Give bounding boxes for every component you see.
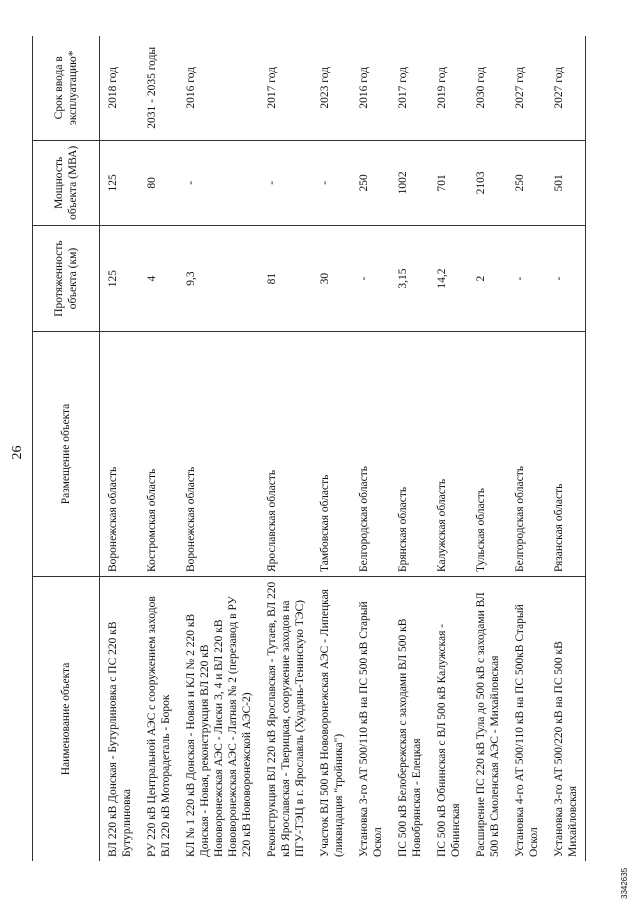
table-row [178,36,259,861]
cell-length: 4 [139,226,178,332]
cell-power: 125 [100,140,140,226]
cell-region: Тамбовская область [312,332,351,577]
cell-length: - [546,226,586,332]
cell-name: ВЛ 220 кВ Донская - Бутурлиновка с ПС 220 кВ Бутурлиновка [107,621,133,857]
cell-length: - [507,226,546,332]
cell-length: 125 [100,226,140,332]
cell-power: - [178,140,259,226]
cell-region: Калужская область [429,332,468,577]
cell-region: Белгородская область [507,332,546,577]
cell-length: 14,2 [429,226,468,332]
cell-length: 81 [259,226,312,332]
header-power: Мощность объекта (МВА) [33,140,100,226]
cell-power: - [312,140,351,226]
cell-name: Установка 3-го АТ 500/220 кВ на ПС 500 кВ Михайловская [546,577,586,862]
cell-year: 2027 год [546,36,586,140]
cell-power: 80 [139,140,178,226]
cell-power: 1002 [390,140,429,226]
table-row [468,36,507,861]
cell-length: 30 [312,226,351,332]
cell-year: 2016 год [351,36,390,140]
cell-length: - [351,226,390,332]
table-header-row [33,36,100,861]
cell-year: 2017 год [390,36,429,140]
cell-region: Рязанская область [546,332,586,577]
cell-region: Белгородская область [351,332,390,577]
cell-name: Участок ВЛ 500 кВ Нововоронежская АЭС - Липецкая (ликвидация "тройника") [319,589,345,857]
cell-length: 3,15 [390,226,429,332]
table-row [139,36,178,861]
cell-year: 2019 год [429,36,468,140]
table-row [507,36,546,861]
cell-region: Костромская область [139,332,178,577]
cell-region: Ярославская область [259,332,312,577]
cell-year: 2030 год [468,36,507,140]
cell-name: ПС 500 кВ Обнинская с ВЛ 500 кВ Калужская - Обнинская [436,623,462,857]
cell-year: 2016 год [178,36,259,140]
cell-power: 501 [546,140,586,226]
cell-region: Воронежская область [100,332,140,577]
header-region: Размещение объекта [33,332,100,577]
cell-length: 2 [468,226,507,332]
cell-name: Расширение ПС 220 кВ Тула до 500 кВ с заходами ВЛ 500 кВ Смоленская АЭС - Михайловская [475,592,501,857]
cell-name: РУ 220 кВ Центральной АЭС с сооружением заходов ВЛ 220 кВ Моторадеталь - Борок [146,596,172,857]
cell-power: - [259,140,312,226]
table-row [429,36,468,861]
cell-year: 2031 - 2035 годы [139,36,178,140]
cell-year: 2027 год [507,36,546,140]
table-row [312,36,351,861]
cell-power: 250 [351,140,390,226]
table-row [259,36,312,861]
table-row [546,36,586,861]
header-year: Срок ввода в эксплуатацию* [33,36,100,140]
header-length: Протяженность объекта (км) [33,226,100,332]
cell-year: 2023 год [312,36,351,140]
cell-power: 250 [507,140,546,226]
cell-power: 2103 [468,140,507,226]
cell-name: КЛ № 1 220 кВ Донская - Новая и КЛ № 2 220 кВ Донская - Новая, реконструкция ВЛ 220 кВ Нововоронежская АЭС - Лиски 3, 4 и ВЛ 220 кВ Нововоронежская АЭС - Латная № 2 (перезавод в РУ 220 кВ Нововоронежской АЭС-2) [185,596,253,857]
objects-table [32,36,586,861]
cell-name: Реконструкция ВЛ 220 кВ Ярославская - Тутаев, ВЛ 220 кВ Ярославская - Тверицкая, сооружение заходов на ПГУ-ТЭЦ в г. Ярославль (Хуадянь-Тенинскую ТЭС) [266,581,306,857]
cell-length: 9,3 [178,226,259,332]
cell-name: Установка 3-го АТ 500/110 кВ на ПС 500 кВ Старый Оскол [358,601,384,857]
header-name: Наименование объекта [33,577,100,862]
table-row [351,36,390,861]
cell-power: 701 [429,140,468,226]
cell-year: 2017 год [259,36,312,140]
table-row [100,36,140,861]
cell-year: 2018 год [100,36,140,140]
page-number: 26 [10,445,25,460]
cell-region: Брянская область [390,332,429,577]
cell-name: Установка 4-го АТ 500/110 кВ на ПС 500кВ Старый Оскол [514,604,540,857]
document-id: 3342635 [620,867,629,899]
table-row [390,36,429,861]
cell-name: ПС 500 кВ Белобережская с заходами ВЛ 500 кВ Новобрянская - Елецкая [397,618,423,857]
cell-region: Воронежская область [178,332,259,577]
cell-region: Тульская область [468,332,507,577]
